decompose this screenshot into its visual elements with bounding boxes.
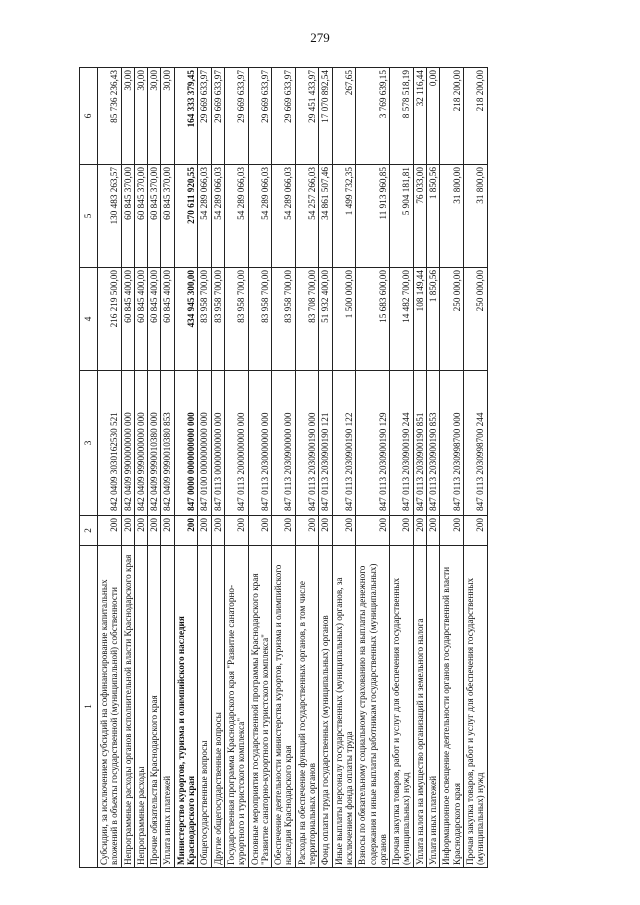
row-code-cell: 200: [198, 516, 211, 546]
table-row: [427, 68, 440, 868]
table-row: [390, 68, 414, 868]
row-name-cell: Министерство курортов, туризма и олимпийского наследия Краснодарского края: [174, 546, 198, 868]
row-remainder-cell: 29 451 433,97: [295, 68, 319, 165]
row-remainder-cell: 3 769 639,15: [356, 68, 390, 165]
row-executed-cell: 60 845 370,00: [121, 165, 134, 268]
row-code-cell: 200: [161, 516, 174, 546]
row-remainder-cell: 29 669 633,97: [198, 68, 211, 165]
row-code-cell: 200: [295, 516, 319, 546]
row-remainder-cell: 8 578 518,19: [390, 68, 414, 165]
row-code-cell: 200: [134, 516, 147, 546]
row-code-cell: 200: [463, 516, 487, 546]
row-classification-cell: 847 0113 2030900190 853: [427, 371, 440, 516]
row-remainder-cell: 267,65: [332, 68, 356, 165]
row-remainder-cell: 29 669 633,97: [211, 68, 224, 165]
table-row: [272, 68, 296, 868]
row-name-cell: Обеспечение деятельности министерства курортов, туризма и олимпийского наследия Краснодарского края: [272, 546, 296, 868]
row-remainder-cell: 0,00: [427, 68, 440, 165]
column-header: 6: [80, 68, 98, 165]
row-remainder-cell: 164 333 379,45: [174, 68, 198, 165]
row-remainder-cell: 30,00: [134, 68, 147, 165]
row-classification-cell: 847 0113 0000000000 000: [211, 371, 224, 516]
row-executed-cell: 54 289 066,03: [198, 165, 211, 268]
row-classification-cell: 842 0409 3030162530 521: [98, 371, 122, 516]
row-executed-cell: 54 289 066,03: [248, 165, 272, 268]
row-classification-cell: 847 0113 2030900190 129: [356, 371, 390, 516]
row-remainder-cell: 29 669 633,97: [248, 68, 272, 165]
row-executed-cell: 5 904 181,81: [390, 165, 414, 268]
row-plan-cell: 108 149,44: [413, 268, 426, 371]
row-classification-cell: 847 0113 2030000000 000: [248, 371, 272, 516]
row-name-cell: Непрограммные расходы органов исполнительной власти Краснодарского края: [121, 546, 134, 868]
row-plan-cell: 83 958 700,00: [211, 268, 224, 371]
row-name-cell: Уплата иных платежей: [161, 546, 174, 868]
table-row: [174, 68, 198, 868]
row-name-cell: Другие общегосударственные вопросы: [211, 546, 224, 868]
row-code-cell: 200: [427, 516, 440, 546]
row-code-cell: 200: [413, 516, 426, 546]
table-row: [413, 68, 426, 868]
table-row: [161, 68, 174, 868]
table-row: [463, 68, 487, 868]
row-executed-cell: 54 289 066,03: [224, 165, 248, 268]
row-plan-cell: 250 000,00: [463, 268, 487, 371]
row-name-cell: Уплата налога на имущество организаций и земельного налога: [413, 546, 426, 868]
row-executed-cell: 11 913 960,85: [356, 165, 390, 268]
table-row: [98, 68, 122, 868]
row-classification-cell: 847 0113 2030900190 244: [390, 371, 414, 516]
row-plan-cell: 60 845 400,00: [148, 268, 161, 371]
table-row: [224, 68, 248, 868]
row-name-cell: Прочая закупка товаров, работ и услуг для обеспечения государственных (муниципальных) нужд: [463, 546, 487, 868]
table-row: [148, 68, 161, 868]
row-classification-cell: 847 0000 0000000000 000: [174, 371, 198, 516]
row-remainder-cell: 30,00: [161, 68, 174, 165]
row-code-cell: 200: [148, 516, 161, 546]
budget-table: [79, 67, 488, 868]
row-name-cell: Расходы на обеспечение функций государственных органов, в том числе территориальных органов: [295, 546, 319, 868]
column-header: 4: [80, 268, 98, 371]
row-executed-cell: 54 257 266,03: [295, 165, 319, 268]
row-plan-cell: 434 945 300,00: [174, 268, 198, 371]
row-classification-cell: 847 0113 2030998700 000: [440, 371, 464, 516]
column-header: 5: [80, 165, 98, 268]
row-classification-cell: 847 0113 2000000000 000: [224, 371, 248, 516]
row-code-cell: 200: [174, 516, 198, 546]
row-plan-cell: 83 958 700,00: [224, 268, 248, 371]
row-plan-cell: 60 845 400,00: [161, 268, 174, 371]
row-executed-cell: 270 611 920,55: [174, 165, 198, 268]
row-name-cell: Субсидии, за исключением субсидий на софинансирование капитальных вложений в объекты государственной (муниципальной) собственности: [98, 546, 122, 868]
row-plan-cell: 15 683 600,00: [356, 268, 390, 371]
row-executed-cell: 1 850,56: [427, 165, 440, 268]
column-header: 1: [80, 546, 98, 868]
row-plan-cell: 14 482 700,00: [390, 268, 414, 371]
row-remainder-cell: 30,00: [148, 68, 161, 165]
column-header: 2: [80, 516, 98, 546]
row-executed-cell: 60 845 370,00: [134, 165, 147, 268]
row-executed-cell: 31 800,00: [463, 165, 487, 268]
row-remainder-cell: 29 669 633,97: [272, 68, 296, 165]
table-row: [134, 68, 147, 868]
row-classification-cell: 842 0409 9990000000 000: [134, 371, 147, 516]
table-row: [211, 68, 224, 868]
row-remainder-cell: 32 116,44: [413, 68, 426, 165]
row-classification-cell: 847 0113 2030900190 122: [332, 371, 356, 516]
table-row: [121, 68, 134, 868]
row-code-cell: 200: [272, 516, 296, 546]
row-executed-cell: 1 499 732,35: [332, 165, 356, 268]
row-code-cell: 200: [224, 516, 248, 546]
row-executed-cell: 60 845 370,00: [148, 165, 161, 268]
row-plan-cell: 83 958 700,00: [198, 268, 211, 371]
page-number: 279: [310, 30, 330, 45]
row-name-cell: Основные мероприятия государственной программы Краснодарского края "Развитие санаторно-курортного и туристского комплекса": [248, 546, 272, 868]
row-plan-cell: 83 958 700,00: [248, 268, 272, 371]
row-remainder-cell: 85 736 236,43: [98, 68, 122, 165]
row-code-cell: 200: [332, 516, 356, 546]
row-code-cell: 200: [356, 516, 390, 546]
row-code-cell: 200: [319, 516, 332, 546]
row-plan-cell: 1 500 000,00: [332, 268, 356, 371]
row-name-cell: Информационное освещение деятельности органов государственной власти Краснодарского края: [440, 546, 464, 868]
row-classification-cell: 847 0113 2030998700 244: [463, 371, 487, 516]
row-plan-cell: 1 850,56: [427, 268, 440, 371]
table-body: [98, 68, 488, 868]
row-classification-cell: 842 0409 9900000000 000: [121, 371, 134, 516]
row-code-cell: 200: [248, 516, 272, 546]
rotated-table-wrapper: [79, 68, 602, 868]
table-row: [295, 68, 319, 868]
table-row: [319, 68, 332, 868]
table-header-row: [80, 68, 98, 868]
row-code-cell: 200: [211, 516, 224, 546]
row-remainder-cell: 17 070 892,54: [319, 68, 332, 165]
row-name-cell: Прочая закупка товаров, работ и услуг для обеспечения государственных (муниципальных) нужд: [390, 546, 414, 868]
row-plan-cell: 216 219 500,00: [98, 268, 122, 371]
row-name-cell: Непрограммные расходы: [134, 546, 147, 868]
row-classification-cell: 847 0113 2030900190 121: [319, 371, 332, 516]
row-remainder-cell: 30,00: [121, 68, 134, 165]
row-name-cell: Государственная программа Краснодарского края "Развитие санаторно-курортного и туристского комплекса": [224, 546, 248, 868]
row-code-cell: 200: [121, 516, 134, 546]
table-row: [356, 68, 390, 868]
row-plan-cell: 51 932 400,00: [319, 268, 332, 371]
column-header: 3: [80, 371, 98, 516]
row-plan-cell: 60 845 400,00: [121, 268, 134, 371]
row-classification-cell: 842 0409 9990010380 000: [148, 371, 161, 516]
row-code-cell: 200: [98, 516, 122, 546]
row-executed-cell: 54 289 066,03: [211, 165, 224, 268]
row-executed-cell: 34 861 507,46: [319, 165, 332, 268]
row-classification-cell: 842 0409 9990010380 853: [161, 371, 174, 516]
row-remainder-cell: 218 200,00: [463, 68, 487, 165]
row-name-cell: Прочие обязательства Краснодарского края: [148, 546, 161, 868]
row-name-cell: Уплата иных платежей: [427, 546, 440, 868]
row-plan-cell: 83 958 700,00: [272, 268, 296, 371]
row-executed-cell: 54 289 066,03: [272, 165, 296, 268]
row-executed-cell: 60 845 370,00: [161, 165, 174, 268]
row-classification-cell: 847 0113 2030900000 000: [272, 371, 296, 516]
row-classification-cell: 847 0113 2030900190 000: [295, 371, 319, 516]
row-executed-cell: 130 483 263,57: [98, 165, 122, 268]
row-name-cell: Взносы по обязательному социальному страхованию на выплаты денежного содержания и иные выплаты работникам государственных (муниципальных) органов: [356, 546, 390, 868]
table-row: [332, 68, 356, 868]
row-plan-cell: 83 708 700,00: [295, 268, 319, 371]
row-name-cell: Иные выплаты персоналу государственных (муниципальных) органов, за исключением фонда оплаты труда: [332, 546, 356, 868]
table-row: [198, 68, 211, 868]
row-name-cell: Фонд оплаты труда государственных (муниципальных) органов: [319, 546, 332, 868]
row-plan-cell: 60 845 400,00: [134, 268, 147, 371]
row-code-cell: 200: [440, 516, 464, 546]
row-remainder-cell: 29 669 633,97: [224, 68, 248, 165]
table-row: [248, 68, 272, 868]
row-executed-cell: 76 033,00: [413, 165, 426, 268]
row-remainder-cell: 218 200,00: [440, 68, 464, 165]
row-classification-cell: 847 0113 2030900190 851: [413, 371, 426, 516]
row-name-cell: Общегосударственные вопросы: [198, 546, 211, 868]
row-plan-cell: 250 000,00: [440, 268, 464, 371]
table-row: [440, 68, 464, 868]
row-classification-cell: 847 0100 0000000000 000: [198, 371, 211, 516]
row-executed-cell: 31 800,00: [440, 165, 464, 268]
row-code-cell: 200: [390, 516, 414, 546]
